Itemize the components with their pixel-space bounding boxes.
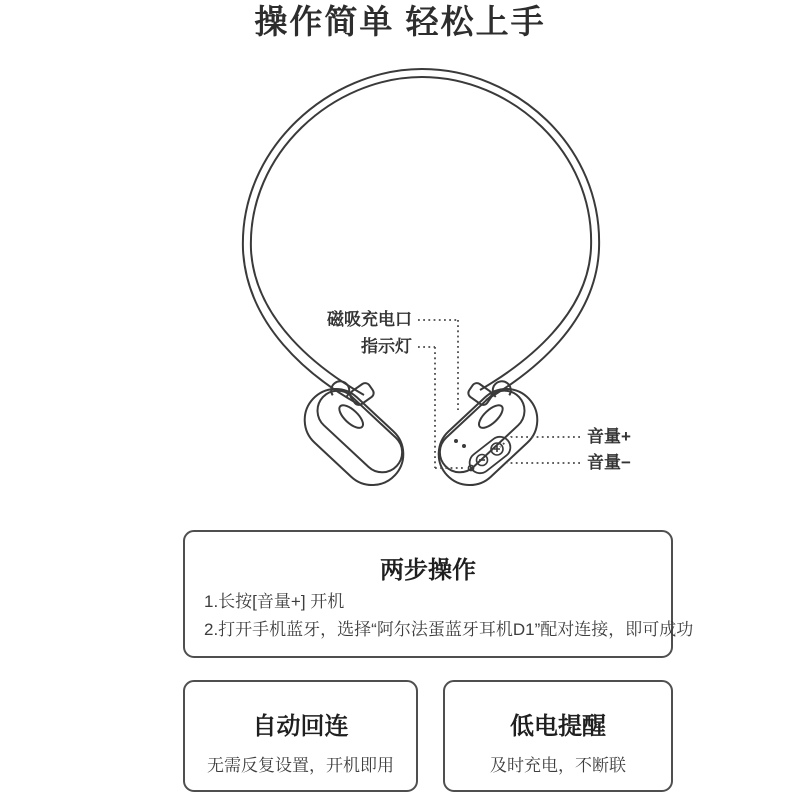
headband xyxy=(243,69,599,404)
feature-card-title: 自动回连 xyxy=(252,713,349,740)
leader-lines xyxy=(418,320,580,468)
feature-card-auto-reconnect xyxy=(183,680,418,792)
label-volume-down: 音量− xyxy=(587,453,631,472)
label-indicator-light: 指示灯 xyxy=(361,337,412,356)
right-earpiece-details xyxy=(454,433,515,478)
headband-inner-line xyxy=(251,77,591,395)
label-charging-port: 磁吸充电口 xyxy=(327,310,412,329)
label-volume-up: 音量+ xyxy=(587,427,631,446)
right-earpiece xyxy=(424,374,550,498)
steps-card xyxy=(183,530,694,658)
feature-card-desc: 无需反复设置，开机即用 xyxy=(207,756,394,775)
leader-line-charging-port xyxy=(418,320,458,410)
step-line-2: 2.打开手机蓝牙，选择“阿尔法蛋蓝牙耳机D1”配对连接，即可成功 xyxy=(204,620,694,639)
steps-card-title: 两步操作 xyxy=(380,557,476,584)
charging-contact-dot xyxy=(454,439,458,443)
charging-contact-dot xyxy=(462,444,466,448)
page-title: 操作简单 轻松上手 xyxy=(254,3,546,40)
leader-line-volume-up xyxy=(500,437,580,447)
feature-card-desc: 及时充电，不断联 xyxy=(490,756,626,775)
headband-outer-line xyxy=(243,69,599,404)
left-earpiece xyxy=(292,374,418,498)
step-line-1: 1.长按[音量+] 开机 xyxy=(204,592,345,611)
feature-card-low-battery xyxy=(443,680,673,792)
feature-card-title: 低电提醒 xyxy=(510,713,606,740)
